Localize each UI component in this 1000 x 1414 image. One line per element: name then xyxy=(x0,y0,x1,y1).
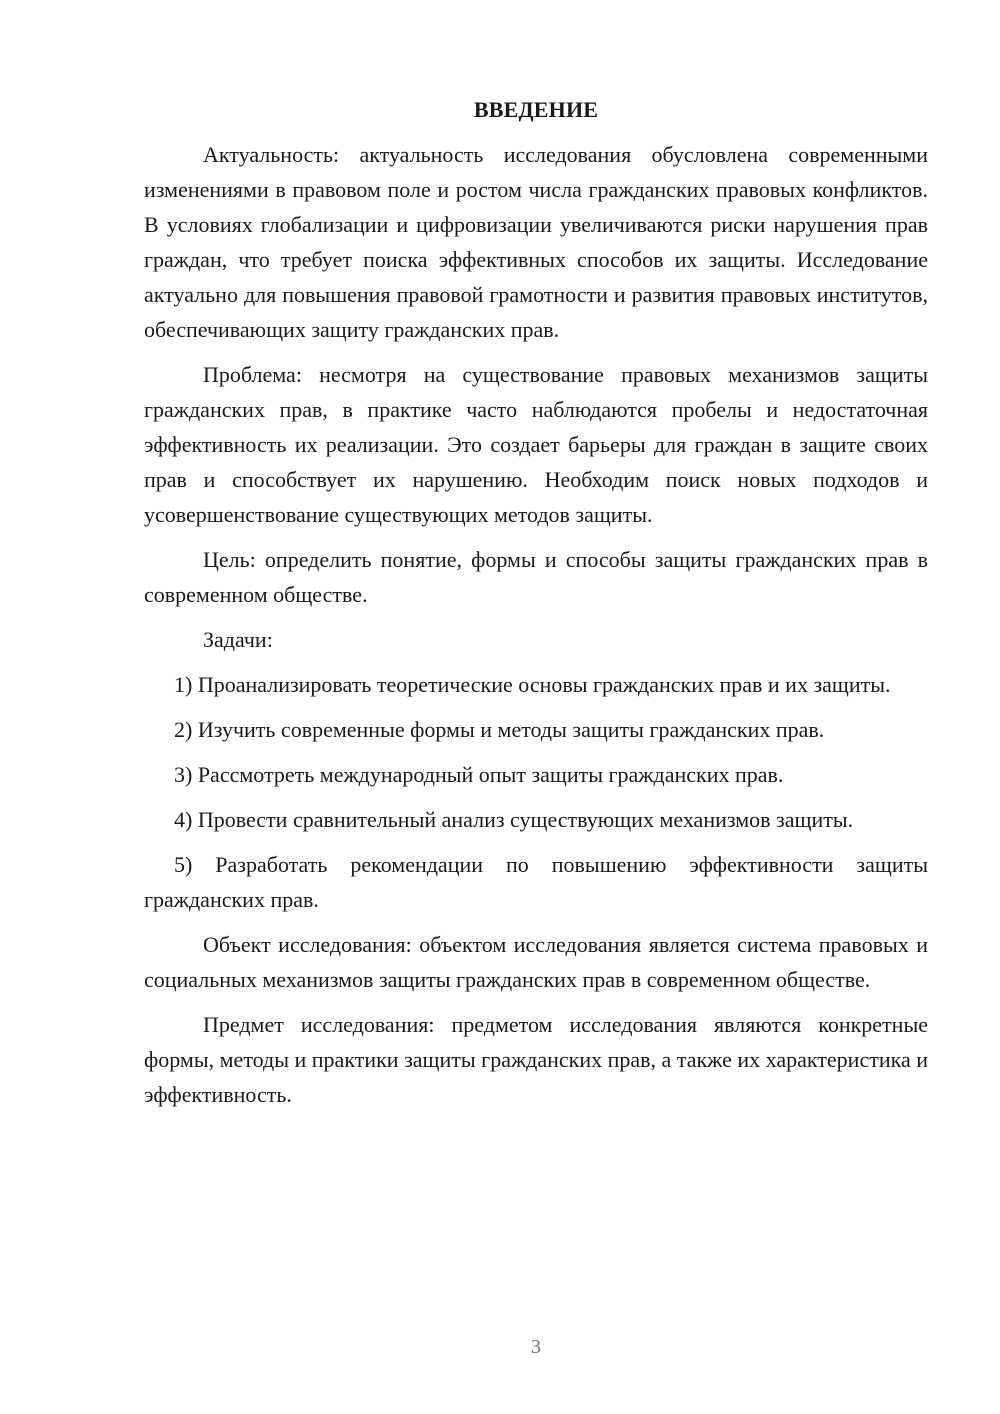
task-item-3: 3) Рассмотреть международный опыт защиты гражданских прав. xyxy=(174,762,784,787)
task-item-2: 2) Изучить современные формы и методы защиты гражданских прав. xyxy=(174,717,825,742)
paragraph-relevance: Актуальность: актуальность исследования обусловлена современными изменениями в правовом поле и ростом числа гражданских правовых конфликтов. В условиях глобализации и цифровизации увеличиваются риски нарушения прав граждан, что требует поиска эффективных способов их защиты. Исследование актуально для повышения правовой грамотности и развития правовых институтов, обеспечивающих защиту гражданских прав. xyxy=(144,142,928,342)
task-item-5: 5) Разработать рекомендации по повышению эффективности защиты гражданских прав. xyxy=(144,852,928,912)
section-title: ВВЕДЕНИЕ xyxy=(473,97,599,122)
task-item-4: 4) Провести сравнительный анализ существующих механизмов защиты. xyxy=(174,807,854,832)
paragraph-goal: Цель: определить понятие, формы и способы защиты гражданских прав в современном обществе. xyxy=(144,547,928,607)
tasks-heading: Задачи: xyxy=(203,627,273,652)
paragraph-subject: Предмет исследования: предметом исследования являются конкретные формы, методы и практики защиты гражданских прав, а также их характеристика и эффективность. xyxy=(144,1012,928,1107)
document-page xyxy=(144,92,928,1112)
page-number: 3 xyxy=(531,1336,541,1358)
paragraph-problem: Проблема: несмотря на существование правовых механизмов защиты гражданских прав, в практике часто наблюдаются пробелы и недостаточная эффективность их реализации. Это создает барьеры для граждан в защите своих прав и способствует их нарушению. Необходим поиск новых подходов и усовершенствование существующих методов защиты. xyxy=(144,362,928,527)
paragraph-object: Объект исследования: объектом исследования является система правовых и социальных механизмов защиты гражданских прав в современном обществе. xyxy=(144,932,928,992)
task-item-1: 1) Проанализировать теоретические основы гражданских прав и их защиты. xyxy=(174,672,891,697)
